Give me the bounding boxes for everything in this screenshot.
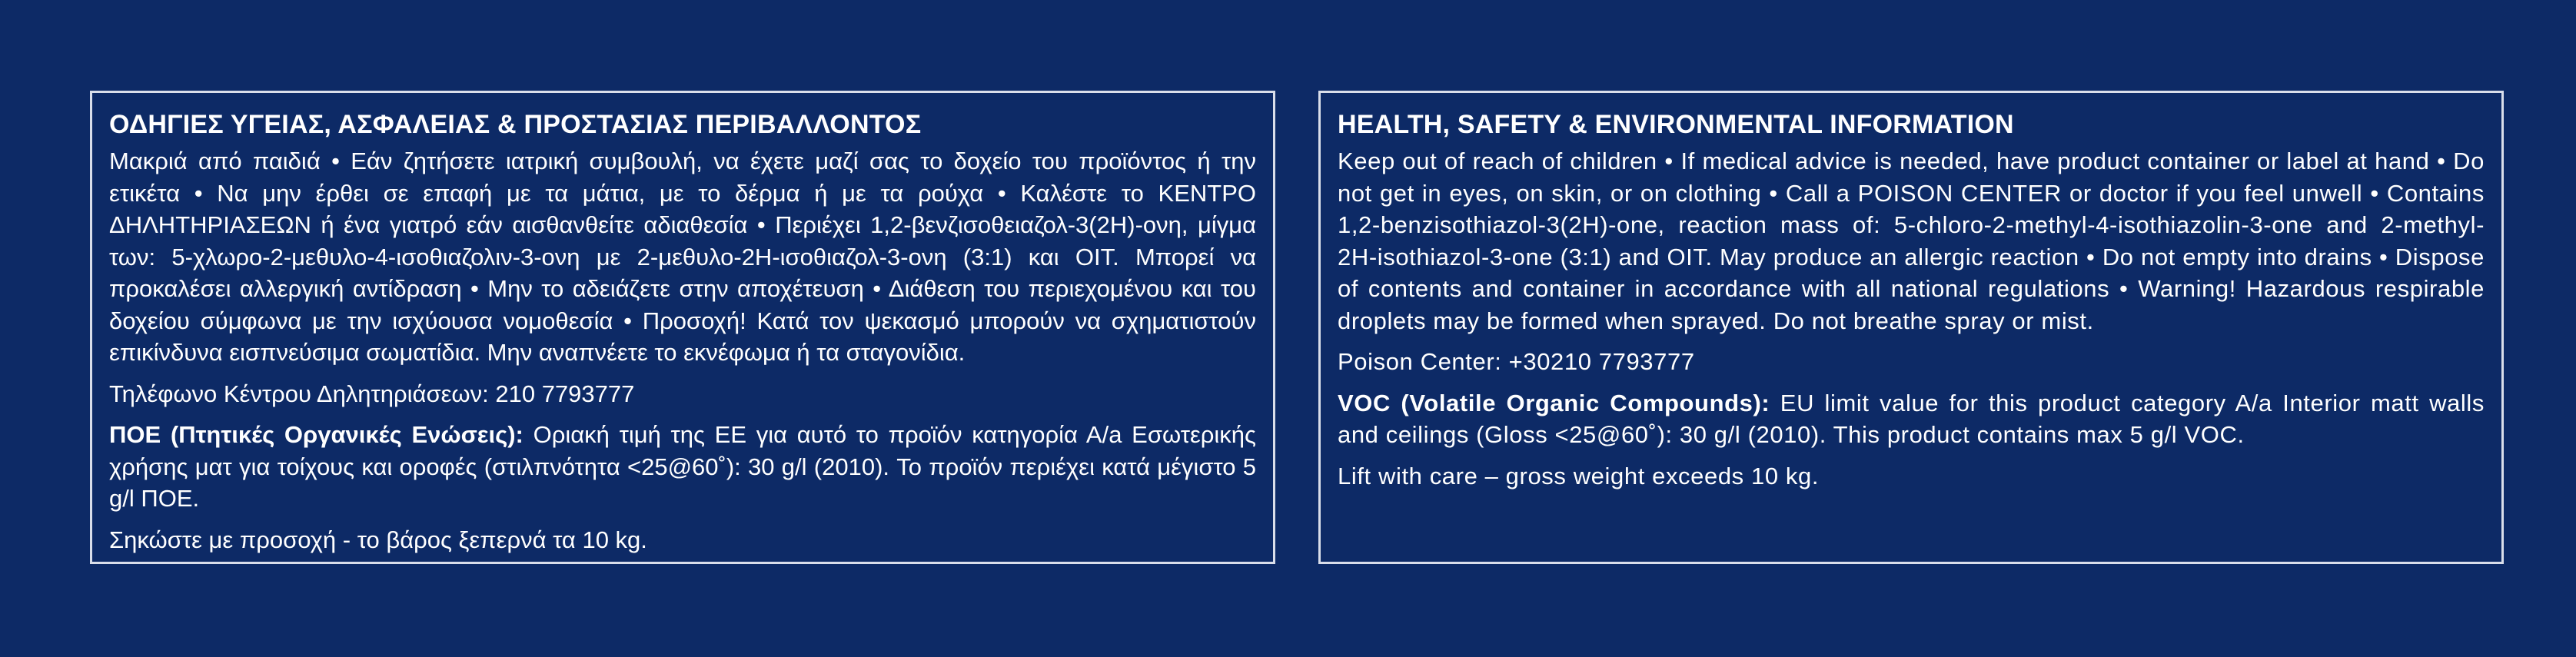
greek-voc-text: Οριακή τιμή της ΕΕ για αυτό το προϊόν κατηγορία Α/a Εσωτερικής χρήσης ματ για τοίχους και οροφές (στιλπνότητα <25@60˚): 30 g/l (2010). Το προϊόν περιέχει κατά μέγιστο 5 g/l ΠΟΕ. — [109, 421, 1256, 512]
greek-lift-warning: Σηκώστε με προσοχή - το βάρος ξεπερνά τα 10 kg. — [109, 526, 647, 553]
english-safety-panel — [1318, 91, 2504, 564]
english-title: HEALTH, SAFETY & ENVIRONMENTAL INFORMATION — [1338, 110, 2014, 139]
greek-title: ΟΔΗΓΙΕΣ ΥΓΕΙΑΣ, ΑΣΦΑΛΕΙΑΣ & ΠΡΟΣΤΑΣΙΑΣ ΠΕΡΙΒΑΛΛΟΝΤΟΣ — [109, 110, 922, 139]
english-voc-label: VOC (Volatile Organic Compounds): — [1338, 389, 1770, 416]
greek-voc-label: ΠΟΕ (Πτητικές Οργανικές Ενώσεις): — [109, 421, 524, 448]
english-voc-paragraph — [1338, 387, 2485, 451]
greek-voc-paragraph — [109, 419, 1256, 515]
greek-poison-center-phone: Τηλέφωνο Κέντρου Δηλητηριάσεων: 210 7793777 — [109, 380, 635, 407]
english-voc-text: EU limit value for this product category A/a Interior matt walls and ceilings (Gloss <25@60˚): 30 g/l (2010). This product contains max 5 g/l VOC. — [1338, 389, 2485, 448]
greek-safety-text: Μακριά από παιδιά • Εάν ζητήσετε ιατρική συμβουλή, να έχετε μαζί σας το δοχείο του προϊόντος ή την ετικέτα • Να μην έρθει σε επαφή με τα μάτια, με το δέρμα ή με τα ρούχα • Καλέστε το ΚΕΝΤΡΟ ΔΗΛΗΤΗΡΙΑΣΕΩΝ ή ένα γιατρό εάν αισθανθείτε αδιαθεσία • Περιέχει 1,2-βενζισοθειαζολ-3(2Η)-ονη, μίγμα των: 5-χλωρο-2-μεθυλο-4-ισοθιαζολιν-3-ονη με 2-μεθυλο-2Η-ισοθιαζολ-3-ονη (3:1) και OIT. Μπορεί να προκαλέσει αλλεργική αντίδραση • Μην το αδειάζετε στην αποχέτευση • Διάθεση του περιεχομένου και του δοχείου σύμφωνα με την ισχύουσα νομοθεσία • Προσοχή! Κατά τον ψεκασμό μπορούν να σχηματιστούν επικίνδυνα εισπνεύσιμα σωματίδια. Μην αναπνέετε το εκνέφωμα ή τα σταγονίδια. — [109, 148, 1256, 366]
english-lift-warning: Lift with care – gross weight exceeds 10 kg. — [1338, 462, 1820, 489]
english-poison-center-phone: Poison Center: +30210 7793777 — [1338, 348, 1695, 375]
greek-safety-panel — [90, 91, 1275, 564]
english-safety-text: Keep out of reach of children • If medical advice is needed, have product container or label at hand • Do not get in eyes, on skin, or on clothing • Call a POISON CENTER or doctor if you feel unwell • Contains 1,2-benzisothiazol-3(2H)-one, reaction mass of: 5-chloro-2-methyl-4-isothiazolin-3-one and 2-methyl-2H-isothiazol-3-one (3:1) and OIT. May produce an allergic reaction • Do not empty into drains • Dispose of contents and container in accordance with all national regulations • Warning! Hazardous respirable droplets may be formed when sprayed. Do not breathe spray or mist. — [1338, 148, 2485, 334]
